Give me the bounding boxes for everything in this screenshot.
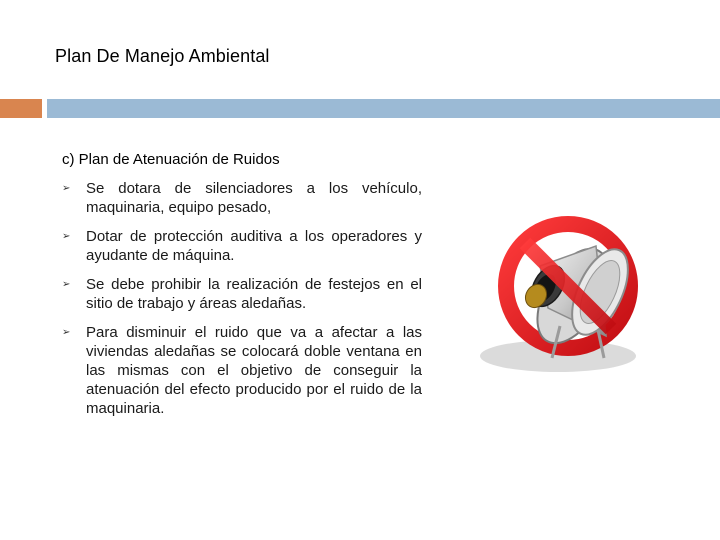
list-item	[62, 275, 422, 313]
accent-bar	[0, 99, 42, 118]
bullet-list	[62, 179, 422, 428]
list-item	[62, 179, 422, 217]
arrowhead-bullet-icon: ➢	[62, 327, 71, 338]
header-band	[47, 99, 720, 118]
bullet-text: Para disminuir el ruido que va a afectar a las viviendas aledañas se colocará doble ventana en las mismas con el objetivo de conseguir la atenuación del efecto producido por el ruido de la maquinaria.	[86, 324, 422, 417]
arrowhead-bullet-icon: ➢	[62, 231, 71, 242]
page-title: Plan De Manejo Ambiental	[55, 46, 270, 66]
bullet-text: Se debe prohibir la realización de festejos en el sitio de trabajo y áreas aledañas.	[86, 276, 422, 312]
section-heading: c) Plan de Atenuación de Ruidos	[62, 151, 280, 168]
arrowhead-bullet-icon: ➢	[62, 279, 71, 290]
no-noise-loudspeaker-icon	[478, 208, 648, 388]
bullet-text: Dotar de protección auditiva a los operadores y ayudante de máquina.	[86, 228, 422, 264]
bullet-text: Se dotara de silenciadores a los vehículo, maquinaria, equipo pesado,	[86, 180, 422, 216]
list-item	[62, 227, 422, 265]
list-item	[62, 323, 422, 418]
arrowhead-bullet-icon: ➢	[62, 183, 71, 194]
